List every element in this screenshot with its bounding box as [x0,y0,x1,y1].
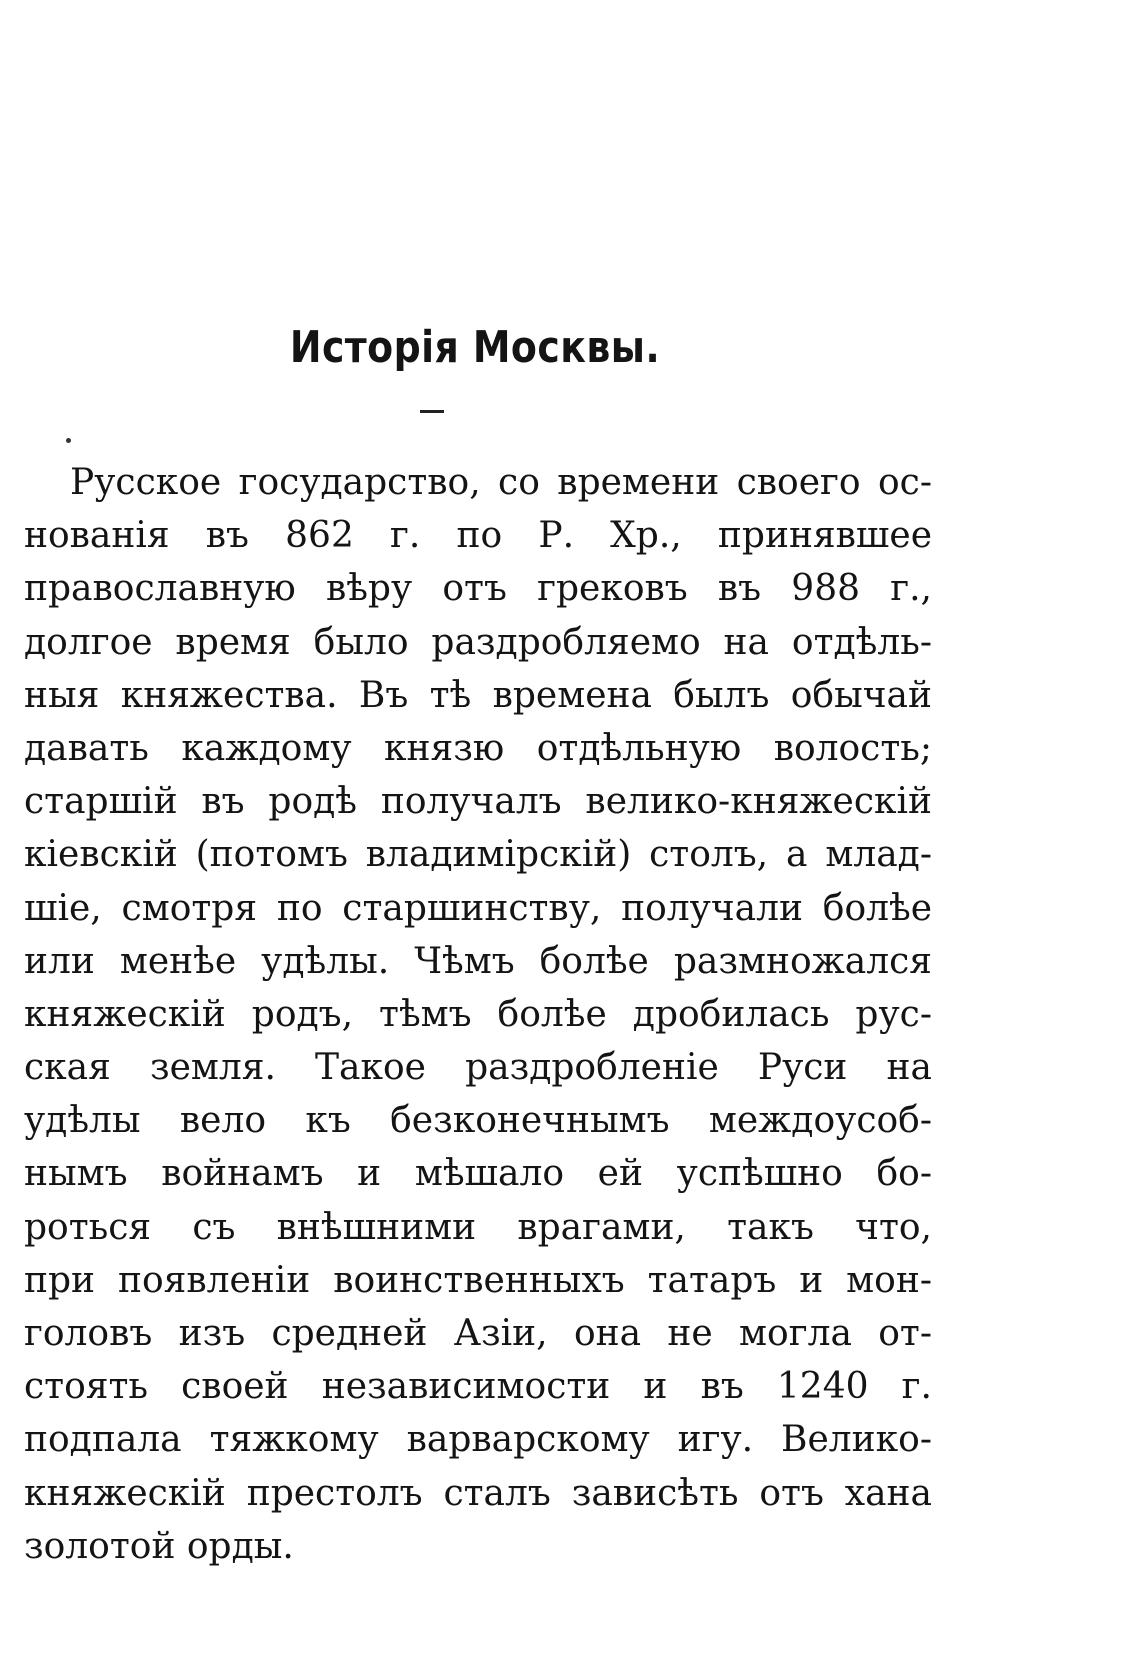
text-line: при появленіи воинственныхъ татаръ и мон- [24,1259,932,1301]
text-line: головъ изъ средней Азіи, она не могла от- [24,1313,932,1354]
text-line: удѣлы вело къ безконечнымъ междоусоб- [24,1100,932,1142]
text-line: или менѣе удѣлы. Чѣмъ болѣе размножался [24,940,932,982]
text-line: долгое время было раздробляемо на отдѣль- [24,621,932,663]
text-line: старшій въ родѣ получалъ велико-княжескій [24,781,932,823]
text-line: княжескій престолъ сталъ зависѣть отъ хана [24,1472,932,1514]
body-paragraph [24,456,932,1573]
title-dash-separator [420,410,444,413]
text-line: подпала тяжкому варварскому игу. Велико- [24,1419,932,1461]
text-line: давать каждому князю отдѣльную волость; [24,727,932,769]
text-line: золотой орды. [24,1525,294,1567]
text-line: шіе, смотря по старшинству, получали болѣе [24,887,932,929]
text-line: православную вѣру отъ грековъ въ 988 г., [24,568,932,610]
text-line: ская земля. Такое раздробленіе Руси на [24,1047,932,1089]
text-line: Русское государство, со времени своего ос- [70,462,932,503]
text-line: стоять своей независимости и въ 1240 г. [24,1366,932,1408]
print-speck [66,438,71,443]
text-line: нованія въ 862 г. по Р. Хр., принявшее [24,515,932,557]
text-line: ныя княжества. Въ тѣ времена былъ обычай [24,674,932,716]
text-line: княжескій родъ, тѣмъ болѣе дробилась рус- [24,993,932,1035]
text-line: роться съ внѣшними врагами, такъ что, [24,1206,932,1248]
page-title: Исторія Москвы. [289,322,661,373]
text-line: кіевскій (потомъ владимірскій) столъ, а млад- [24,834,932,876]
text-line: нымъ войнамъ и мѣшало ей успѣшно бо- [24,1153,932,1195]
